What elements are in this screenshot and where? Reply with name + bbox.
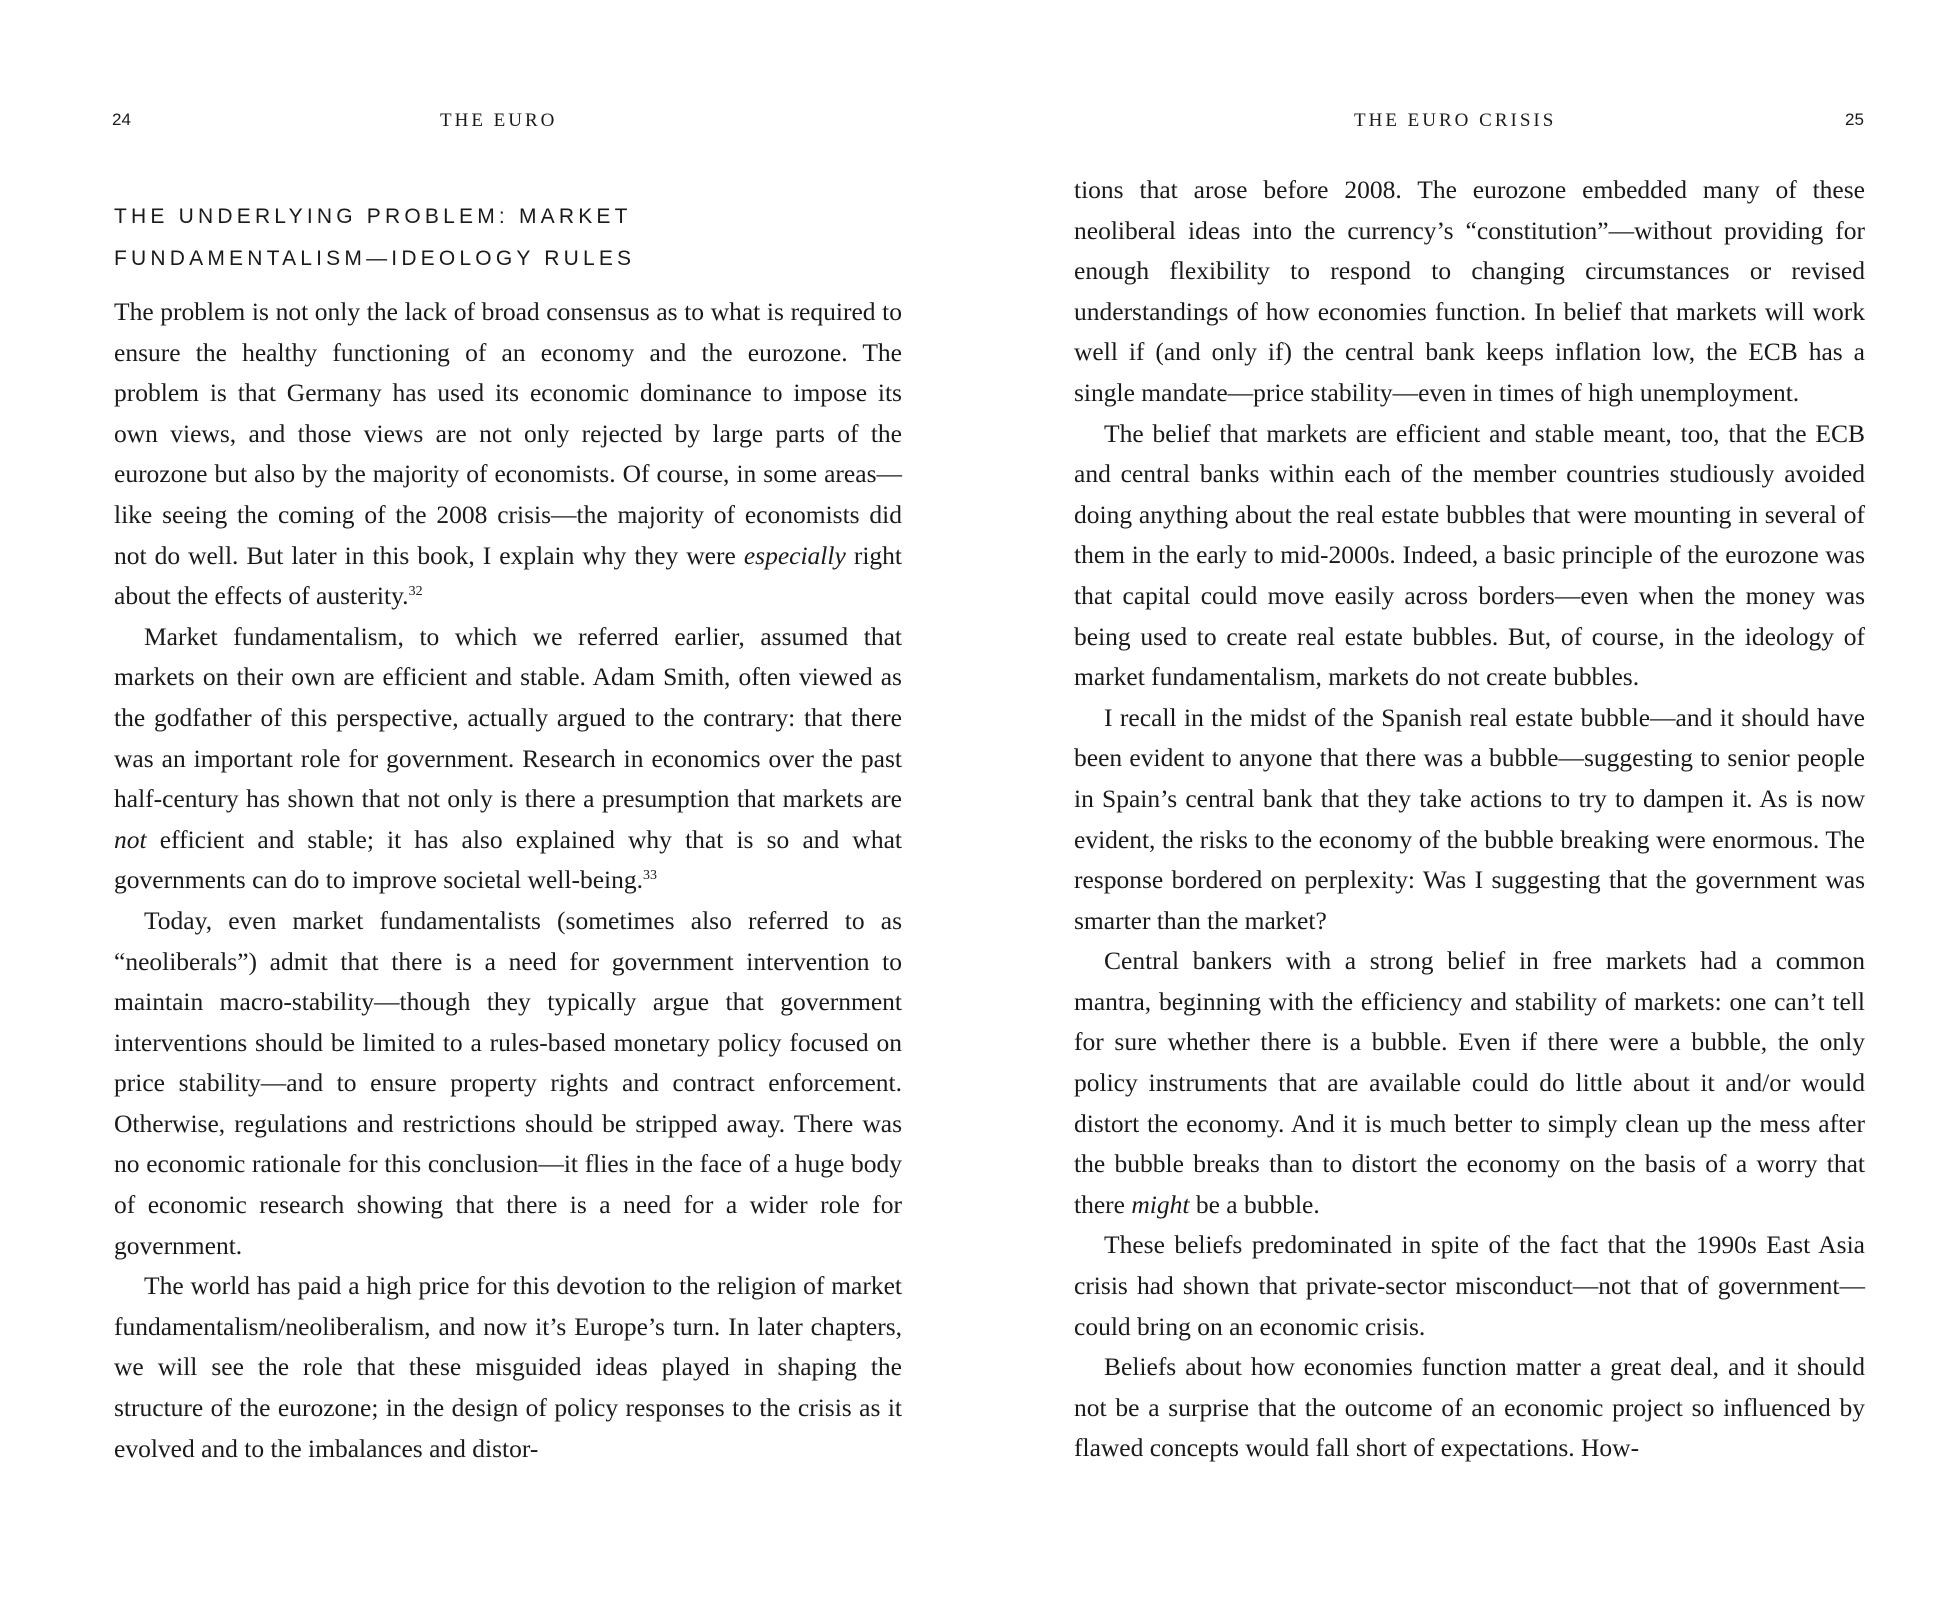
right-page <box>977 0 1955 1608</box>
paragraph: Today, even market fundamentalists (sometimes also referred to as “neoliberals”) admit that there is a need for government intervention to maintain macro-stability—though they typically argue that government interventions should be limited to a rules-based monetary policy focused on price stability—and to ensure property rights and contract enforcement. Otherwise, regulations and restrictions should be stripped away. There was no economic rationale for this conclusion—it flies in the face of a huge body of economic research showing that there is a need for a wider role for government. <box>114 905 902 1260</box>
section-heading-line: THE UNDERLYING PROBLEM: MARKET <box>114 205 632 228</box>
text-run: Market fundamentalism, to which we referred earlier, assumed that markets on their own are efficient and stable. Adam Smith, often viewed as the godfather of this perspective, actually argued to the contrary: that there was an important role for government. Research in economics over the past half-century has shown that not only is there a presumption that markets are <box>114 621 902 814</box>
paragraph <box>114 617 902 901</box>
running-head: THE EURO CRISIS <box>1354 110 1557 131</box>
section-heading <box>114 196 894 280</box>
left-page <box>0 0 977 1608</box>
body-text <box>1074 170 1865 1469</box>
footnote-ref: 32 <box>408 584 423 600</box>
paragraph: The belief that markets are efficient and stable meant, too, that the ECB and central banks within each of the member countries studiously avoided doing anything about the real estate bubbles that were mounting in several of them in the early to mid-2000s. Indeed, a basic principle of the eurozone was that capital could move easily across borders—even when the money was being used to create real estate bubbles. But, of course, in the ideology of market fundamentalism, markets do not create bubbles. <box>1074 418 1865 692</box>
body-text <box>114 292 902 1469</box>
text-run: be a bubble. <box>1189 1189 1320 1219</box>
page-number: 25 <box>1845 110 1864 129</box>
paragraph: These beliefs predominated in spite of the fact that the 1990s East Asia crisis had shown that private-sector misconduct—not that of government—could bring on an economic crisis. <box>1074 1230 1865 1341</box>
text-run: efficient and stable; it has also explained why that is so and what governments can do to improve societal well-being. <box>114 824 902 895</box>
footnote-ref: 33 <box>642 868 657 884</box>
paragraph: I recall in the midst of the Spanish real estate bubble—and it should have been evident to anyone that there was a bubble—suggesting to senior people in Spain’s central bank that they take actions to try to dampen it. As is now evident, the risks to the economy of the bubble breaking were enormous. The response bordered on perplexity: Was I suggesting that the government was smarter than the market? <box>1074 702 1865 935</box>
text-run: right about the effects of austerity. <box>114 540 902 611</box>
running-head: THE EURO <box>440 110 558 131</box>
emphasis: especially <box>743 540 846 570</box>
section-heading-line: FUNDAMENTALISM—IDEOLOGY RULES <box>114 247 636 270</box>
paragraph <box>1074 941 1865 1225</box>
paragraph: Beliefs about how economies function matter a great deal, and it should not be a surprise that the outcome of an economic project so influenced by flawed concepts would fall short of expectations. How- <box>1074 1352 1865 1463</box>
paragraph <box>114 292 902 617</box>
paragraph: tions that arose before 2008. The eurozone embedded many of these neoliberal ideas into the currency’s “constitution”—without providing for enough flexibility to respond to changing circumstances or revised understandings of how economies function. In belief that markets will work well if (and only if) the central bank keeps inflation low, the ECB has a single mandate—price stability—even in times of high unemployment. <box>1074 175 1865 407</box>
page-number: 24 <box>112 110 131 129</box>
text-run: The problem is not only the lack of broad consensus as to what is required to ensure the healthy functioning of an economy and the eurozone. The problem is that Germany has used its economic dominance to impose its own views, and those views are not only rejected by large parts of the eurozone but also by the majority of economists. Of course, in some areas—like seeing the coming of the 2008 crisis—the majority of economists did not do well. But later in this book, I explain why they were <box>114 297 902 570</box>
paragraph: The world has paid a high price for this devotion to the religion of market fundamentalism/neoliberalism, and now it’s Europe’s turn. In later chapters, we will see the role that these misguided ideas played in shaping the structure of the eurozone; in the design of policy responses to the crisis as it evolved and to the imbalances and distor- <box>114 1271 902 1463</box>
text-run: Central bankers with a strong belief in free markets had a common mantra, beginning with the efficiency and stability of markets: one can’t tell for sure whether there is a bubble. Even if there were a bubble, the only policy instruments that are available could do little about it and/or would distort the economy. And it is much better to simply clean up the mess after the bubble breaks than to distort the economy on the basis of a worry that there <box>1074 946 1865 1219</box>
emphasis: might <box>1131 1189 1190 1219</box>
emphasis: not <box>114 824 147 854</box>
